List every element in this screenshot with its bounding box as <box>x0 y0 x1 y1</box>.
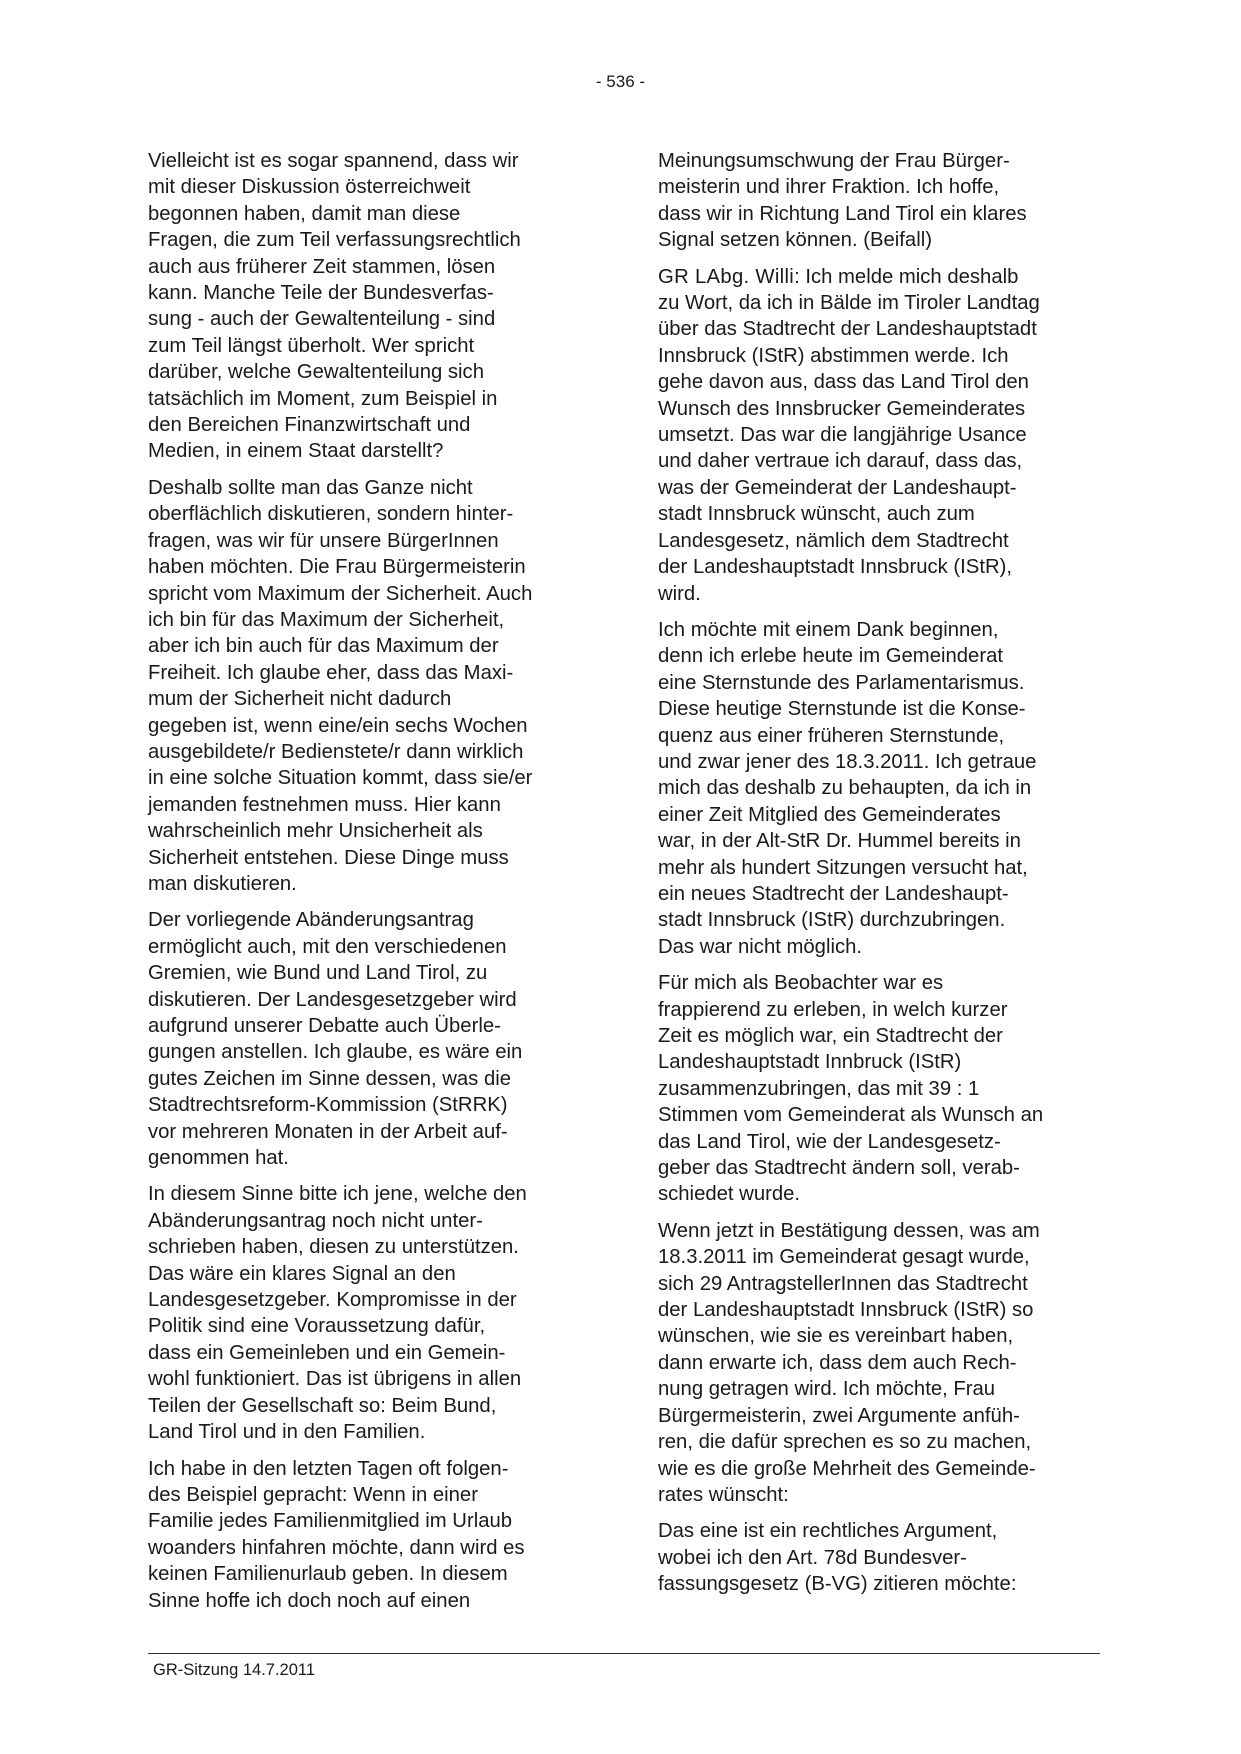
paragraph: Deshalb sollte man das Ganze nicht oberflächlich diskutieren, sondern hinter- fragen, was wir für unsere BürgerInnen haben möchten. Die Frau Bürgermeisterin spricht vom Maximum der Sicherheit. Auch ich bin für das Maximum der Sicherheit, aber ich bin auch für das Maximum der Freiheit. Ich glaube eher, dass das Maxi- mum der Sicherheit nicht dadurch gegeben ist, wenn eine/ein sechs Wochen ausgebildete/r Bedienstete/r dann wirklich in eine solche Situation kommt, dass sie/er jemanden festnehmen muss. Hier kann wahrscheinlich mehr Unsicherheit als Sicherheit entstehen. Diese Dinge muss man diskutieren. <box>148 476 533 895</box>
left-column <box>148 148 596 1624</box>
footer-divider <box>148 1653 1100 1654</box>
paragraph: In diesem Sinne bitte ich jene, welche den Abänderungsantrag noch nicht unter- schrieben haben, diesen zu unterstützen. Das wäre ein klares Signal an den Landesgesetzgeber. Kompromisse in der Politik sind eine Voraussetzung dafür, dass ein Gemeinleben und ein Gemein- wohl funktioniert. Das ist übrigens in allen Teilen der Gesellschaft so: Beim Bund, Land Tirol und in den Familien. <box>148 1183 527 1444</box>
footer-session-label: GR-Sitzung 14.7.2011 <box>153 1661 316 1679</box>
paragraph: Ich möchte mit einem Dank beginnen, denn ich erlebe heute im Gemeinderat eine Sternstunde des Parlamentarismus. Diese heutige Sternstunde ist die Konse- quenz aus einer früheren Sternstunde, und zwar jener des 18.3.2011. Ich getraue mich das deshalb zu behaupten, da ich in einer Zeit Mitglied des Gemeinderates war, in der Alt-StR Dr. Hummel bereits in mehr als hundert Sitzungen versucht hat, ein neues Stadtrecht der Landeshaupt- stadt Innsbruck (IStR) durchzubringen. Das war nicht möglich. <box>658 618 1037 958</box>
speaker-text: : Ich melde mich deshalb zu Wort, da ich in Bälde im Tiroler Landtag über das Stadtrecht der Landeshauptstadt Innsbruck (IStR) abstimmen werde. Ich gehe davon aus, dass das Land Tirol den Wunsch des Innsbrucker Gemeinderates umsetzt. Das war die langjährige Usance und daher vertraue ich darauf, dass das, was der Gemeinderat der Landeshaupt- stadt Innsbruck wünscht, auch zum Landesgesetz, nämlich dem Stadtrecht der Landeshauptstadt Innsbruck (IStR), wird. <box>658 265 1040 605</box>
right-column <box>658 148 1113 1608</box>
paragraph: Vielleicht ist es sogar spannend, dass wir mit dieser Diskussion österreichweit begonnen haben, damit man diese Fragen, die zum Teil verfassungsrechtlich auch aus früherer Zeit stammen, lösen kann. Manche Teile der Bundesverfas- sung - auch der Gewaltenteilung - sind zum Teil längst überholt. Wer spricht darüber, welche Gewaltenteilung sich tatsächlich im Moment, zum Beispiel in den Bereichen Finanzwirtschaft und Medien, in einem Staat darstellt? <box>148 150 521 463</box>
paragraph: Für mich als Beobachter war es frappierend zu erleben, in welch kurzer Zeit es möglich war, ein Stadtrecht der Landeshauptstadt Innbruck (IStR) zusammenzubringen, das mit 39 : 1 Stimmen vom Gemeinderat als Wunsch an das Land Tirol, wie der Landesgesetz- geber das Stadtrecht ändern soll, verab- schiedet wurde. <box>658 972 1044 1206</box>
paragraph: Wenn jetzt in Bestätigung dessen, was am 18.3.2011 im Gemeinderat gesagt wurde, sich 29 AntragstellerInnen das Stadtrecht der Landeshauptstadt Innsbruck (IStR) so wünschen, wie sie es vereinbart haben, dann erwarte ich, dass dem auch Rech- nung getragen wird. Ich möchte, Frau Bürgermeisterin, zwei Argumente anfüh- ren, die dafür sprechen es so zu machen, wie es die große Mehrheit des Gemeinde- rates wünscht: <box>658 1219 1040 1506</box>
paragraph: Meinungsumschwung der Frau Bürger- meisterin und ihrer Fraktion. Ich hoffe, dass wir in Richtung Land Tirol ein klares Signal setzen können. (Beifall) <box>658 150 1027 252</box>
paragraph: Ich habe in den letzten Tagen oft folgen- des Beispiel gepracht: Wenn in einer Familie jedes Familienmitglied im Urlaub woanders hinfahren möchte, dann wird es keinen Familienurlaub geben. In diesem Sinne hoffe ich doch noch auf einen <box>148 1457 525 1612</box>
paragraph: Das eine ist ein rechtliches Argument, wobei ich den Art. 78d Bundesver- fassungsgesetz (B-VG) zitieren möchte: <box>658 1520 1017 1596</box>
paragraph: Der vorliegende Abänderungsantrag ermöglicht auch, mit den verschiedenen Gremien, wie Bund und Land Tirol, zu diskutieren. Der Landesgesetzgeber wird aufgrund unserer Debatte auch Überle- gungen anstellen. Ich glaube, es wäre ein gutes Zeichen im Sinne dessen, was die Stadtrechtsreform-Kommission (StRRK) vor mehreren Monaten in der Arbeit auf- genommen hat. <box>148 909 523 1170</box>
speaker-paragraph <box>658 264 1113 607</box>
page-number: - 536 - <box>595 72 646 91</box>
speaker-name: GR LAbg. Willi <box>658 265 795 288</box>
